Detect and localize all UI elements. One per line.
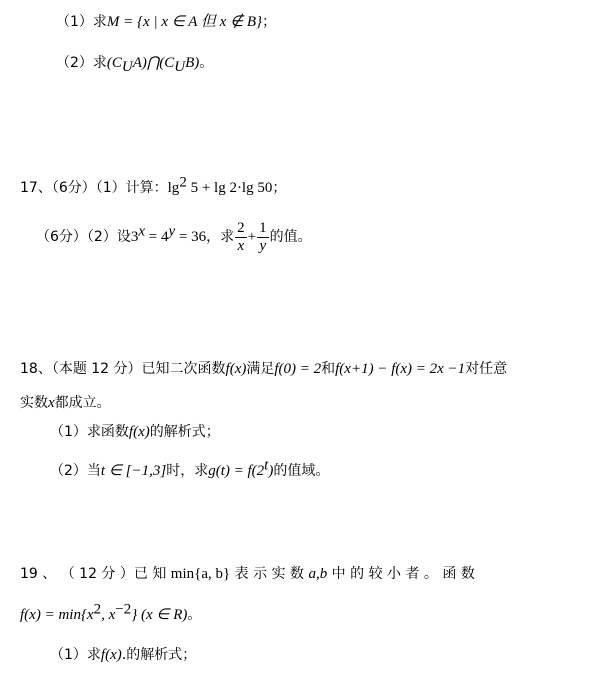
p16-q2-sub1: U xyxy=(121,58,133,75)
p19-q1 xyxy=(50,645,196,665)
p19-line2 xyxy=(20,601,202,625)
p19-q1-fx: f(x) xyxy=(100,647,122,663)
p17-fraction-1-over-y xyxy=(257,220,269,255)
p18-q2-a: （2）当 xyxy=(50,463,101,479)
p16-q2-prefix: （2）求 xyxy=(56,55,107,71)
p17-frac2-num: 1 xyxy=(259,219,267,236)
p18-q2-g2: ) xyxy=(268,463,274,479)
p18-line1 xyxy=(20,359,507,379)
p18-l1-eq: f(x+1) − f(x) = 2x −1 xyxy=(335,361,466,377)
p18-q2 xyxy=(50,457,330,481)
p18-q2-c: 的值域。 xyxy=(273,463,330,479)
p19-l1-b: 表 示 实 数 xyxy=(234,566,305,582)
p16-q2-math2: A)⋂(C xyxy=(132,55,175,71)
p17-l2-prefix: （6分）（2）设 xyxy=(36,229,131,245)
p16-q1-suffix: ； xyxy=(262,14,277,30)
p17-expr-b: 5 + lg 2·lg 50 xyxy=(186,180,273,196)
p18-q1 xyxy=(50,422,220,442)
p19-l1-a: 19 、 （ 12 分 ）已 知 xyxy=(20,566,167,582)
p17-frac2-den: y xyxy=(259,237,267,254)
p19-l2-end: } (x ∈ R) xyxy=(131,607,188,623)
p19-l2-suffix: 。 xyxy=(187,607,202,623)
p16-q2 xyxy=(56,53,213,73)
p18-l2-b: 都成立。 xyxy=(54,395,111,411)
p18-l2-a: 实数 xyxy=(20,395,48,411)
p18-q2-b: 时，求 xyxy=(166,463,209,479)
p19-l2-sup1: 2 xyxy=(93,601,102,618)
p18-q1-fx: f(x) xyxy=(128,424,150,440)
p17-expr-a: lg xyxy=(167,180,180,196)
p17-l2-y: y xyxy=(168,223,176,240)
p18-line2 xyxy=(20,393,111,413)
p17-l2-x: x xyxy=(138,223,145,240)
p17-l2-three: 3 xyxy=(130,229,139,245)
p18-l1-a: 18、（本题 12 分）已知二次函数 xyxy=(20,361,226,377)
p16-q2-math: (C xyxy=(106,55,122,71)
p19-l1-ab: a,b xyxy=(308,566,328,582)
p17-line1 xyxy=(20,174,287,198)
p18-l1-c: 和 xyxy=(321,361,336,377)
p17-frac1-num: 2 xyxy=(237,219,245,236)
p19-l1-c: 中 的 较 小 者 。 函 数 xyxy=(331,566,475,582)
p19-l2-sup2: −2 xyxy=(115,601,132,618)
p18-q1-a: （1）求函数 xyxy=(50,424,129,440)
p17-plus: + xyxy=(247,229,257,245)
p17-head: 17、（6分）（1）计算： xyxy=(20,180,168,196)
p18-q1-b: 的解析式； xyxy=(149,424,220,440)
p16-q1-prefix: （1）求 xyxy=(56,14,107,30)
p16-q2-sub2: U xyxy=(174,58,186,75)
p18-l1-f0: f(0) = 2 xyxy=(274,361,322,377)
p17-l2-eq: = 4 xyxy=(145,229,169,245)
p16-q2-suffix: 。 xyxy=(199,55,214,71)
p16-q2-math3: B) xyxy=(185,55,200,71)
p18-q2-t: t ∈ [−1,3] xyxy=(100,463,167,479)
p16-q1-math: M = {x | x ∈ A 但 x ∉ B} xyxy=(106,14,263,30)
p19-l2-fx: f(x) = min{x xyxy=(20,607,94,623)
p19-q1-a: （1）求 xyxy=(50,647,101,663)
p17-expr-sup: 2 xyxy=(179,174,187,191)
p17-l2-mid: ，求 xyxy=(206,229,235,245)
p19-line1 xyxy=(20,564,475,584)
p18-l1-d: 对任意 xyxy=(465,361,508,377)
p16-q1 xyxy=(56,12,276,32)
p19-q1-b: .的解析式； xyxy=(121,647,197,663)
p18-q2-g: g(t) = f(2 xyxy=(208,463,265,479)
p17-l2-eq2: = 36 xyxy=(175,229,207,245)
p18-l2-x: x xyxy=(48,395,55,411)
p17-fraction-2-over-x xyxy=(235,220,247,255)
p17-frac1-den: x xyxy=(237,237,245,254)
p17-l2-suffix: 的值。 xyxy=(269,229,312,245)
p18-l1-fx: f(x) xyxy=(225,361,247,377)
p19-l2-mid: , x xyxy=(101,607,116,623)
p18-l1-b: 满足 xyxy=(246,361,275,377)
p17-expr-end: ； xyxy=(272,180,287,196)
p17-line2 xyxy=(36,217,312,257)
p18-q2-sup: t xyxy=(264,457,269,474)
p19-l1-min: min{a, b} xyxy=(170,566,231,582)
